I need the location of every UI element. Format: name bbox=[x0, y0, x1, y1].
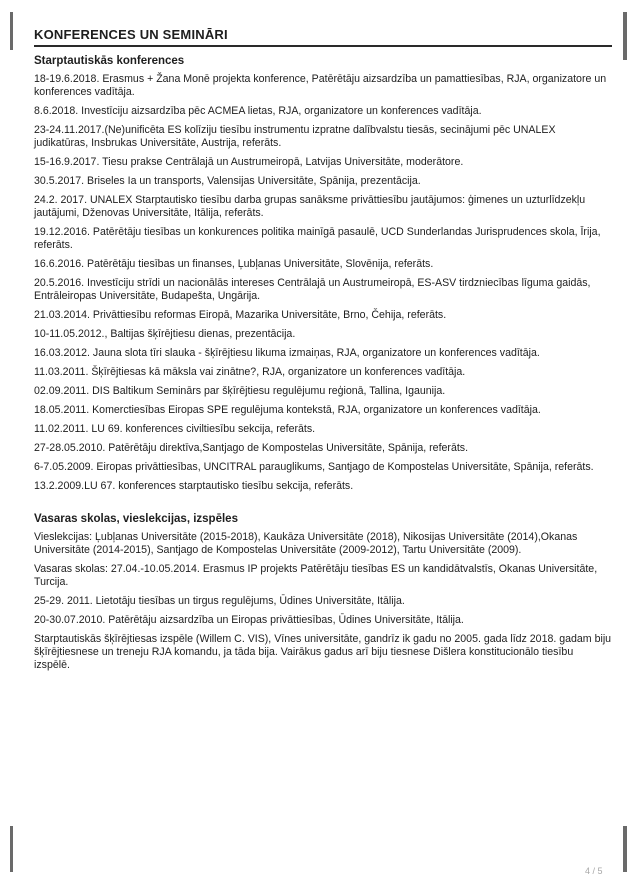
list-item: 20.5.2016. Investīciju strīdi un nacionālās intereses Centrālajā un Austrumeiropā, ES-ASV tirdzniecības līguma gaidās, Entrāleiropas Universitāte, Budapešta, Ungārija. bbox=[34, 277, 591, 302]
section-heading-summer-schools: Vasaras skolas, vieslekcijas, izspēles bbox=[34, 513, 238, 525]
list-item: 27-28.05.2010. Patērētāju direktīva,Santjago de Kompostelas Universitāte, Spānija, referāts. bbox=[34, 442, 469, 454]
list-item: 11.02.2011. LU 69. konferences civiltiesību sekcija, referāts. bbox=[34, 423, 316, 435]
list-item: Vieslekcijas: Ļubļanas Universitāte (2015-2018), Kaukāza Universitāte (2018), Nikosijas Universitāte (2014),Okanas Universitāte (2014-2015), Santjago de Kompostelas Universitāte (2009-2012), Tartu Universitāte (2009). bbox=[34, 531, 578, 556]
scan-edge-left-bottom bbox=[10, 826, 13, 872]
section-heading-conferences: Starptautiskās konferences bbox=[34, 55, 185, 67]
list-item: 8.6.2018. Investīciju aizsardzība pēc ACMEA lietas, RJA, organizatore un konferences vadītāja. bbox=[34, 105, 482, 117]
list-item: 25-29. 2011. Lietotāju tiesības un tirgus regulējums, Ūdines Universitāte, Itālija. bbox=[34, 595, 405, 607]
scan-edge-left-top bbox=[10, 12, 13, 50]
scan-edge-right-bottom bbox=[623, 826, 627, 872]
summer-school-list bbox=[34, 531, 612, 672]
list-item: 24.2. 2017. UNALEX Starptautisko tiesību darba grupas sanāksme privāttiesību jautājumos: ģimenes un uzturlīdzekļu jautājumi, Dženovas Universitāte, Itālija, referāts. bbox=[34, 194, 586, 219]
page-number: 4 / 5 bbox=[585, 866, 603, 876]
list-item: 10-11.05.2012., Baltijas šķīrējtiesu dienas, prezentācija. bbox=[34, 328, 296, 340]
conference-list bbox=[34, 73, 612, 493]
list-item: 30.5.2017. Briseles Ia un transports, Valensijas Universitāte, Spānija, prezentācija. bbox=[34, 175, 421, 187]
list-item: 23-24.11.2017.(Ne)unificēta ES kolīziju tiesību instrumentu izpratne dalībvalstu tiesās, secinājumi pēc UNALEX judikatūras, Insbrukas Universitāte, Austrija, referāts. bbox=[34, 124, 556, 149]
list-item: 21.03.2014. Privāttiesību reformas Eiropā, Mazarika Universitāte, Brno, Čehija, referāts. bbox=[34, 309, 447, 321]
page-title: KONFERENCES UN SEMINĀRI bbox=[34, 27, 612, 47]
list-item: 16.03.2012. Jauna slota tīri slauka - šķīrējtiesu likuma izmaiņas, RJA, organizatore un konferences vadītāja. bbox=[34, 347, 540, 359]
list-item: 16.6.2016. Patērētāju tiesības un finanses, Ļubļanas Universitāte, Slovēnija, referāts. bbox=[34, 258, 434, 270]
list-item: 13.2.2009.LU 67. konferences starptautisko tiesību sekcija, referāts. bbox=[34, 480, 354, 492]
list-item: 6-7.05.2009. Eiropas privāttiesības, UNCITRAL parauglikums, Santjago de Kompostelas Universitāte, Spānija, referāts. bbox=[34, 461, 594, 473]
scan-edge-right-top bbox=[623, 12, 627, 60]
list-item: 19.12.2016. Patērētāju tiesības un konkurences politika mainīgā pasaulē, UCD Sunderlandas Jurisprudences skola, Īrija, referāts. bbox=[34, 226, 601, 251]
list-item: Starptautiskās šķīrējtiesas izspēle (Willem C. VIS), Vīnes universitāte, gandrīz ik gadu no 2005. gada līdz 2018. gadam biju šķīrējtiesnese un treneju RJA komandu, ja tāda bija. Vairākus gadus arī biju tiesnese Dišlera konstitucionālo tiesību izspēlē. bbox=[34, 633, 612, 671]
list-item: 20-30.07.2010. Patērētāju aizsardzība un Eiropas privāttiesības, Ūdines Universitāte, Itālija. bbox=[34, 614, 464, 626]
list-item: 18.05.2011. Komerctiesības Eiropas SPE regulējuma kontekstā, RJA, organizatore un konferences vadītāja. bbox=[34, 404, 541, 416]
list-item: Vasaras skolas: 27.04.-10.05.2014. Erasmus IP projekts Patērētāju tiesības ES un kandidātvalstīs, Okanas Universitāte, Turcija. bbox=[34, 563, 598, 588]
list-item: 02.09.2011. DIS Baltikum Seminārs par šķīrējtiesu regulējumu reģionā, Tallina, Igaunija. bbox=[34, 385, 446, 397]
list-item: 15-16.9.2017. Tiesu prakse Centrālajā un Austrumeiropā, Latvijas Universitāte, moderātore. bbox=[34, 156, 464, 168]
document-body bbox=[34, 55, 612, 678]
list-item: 18-19.6.2018. Erasmus + Žana Monē projekta konference, Patērētāju aizsardzība un pamattiesības, RJA, organizatore un konferences vadītāja. bbox=[34, 73, 607, 98]
list-item: 11.03.2011. Šķīrējtiesas kā māksla vai zinātne?, RJA, organizatore un konferences vadītāja. bbox=[34, 366, 466, 378]
